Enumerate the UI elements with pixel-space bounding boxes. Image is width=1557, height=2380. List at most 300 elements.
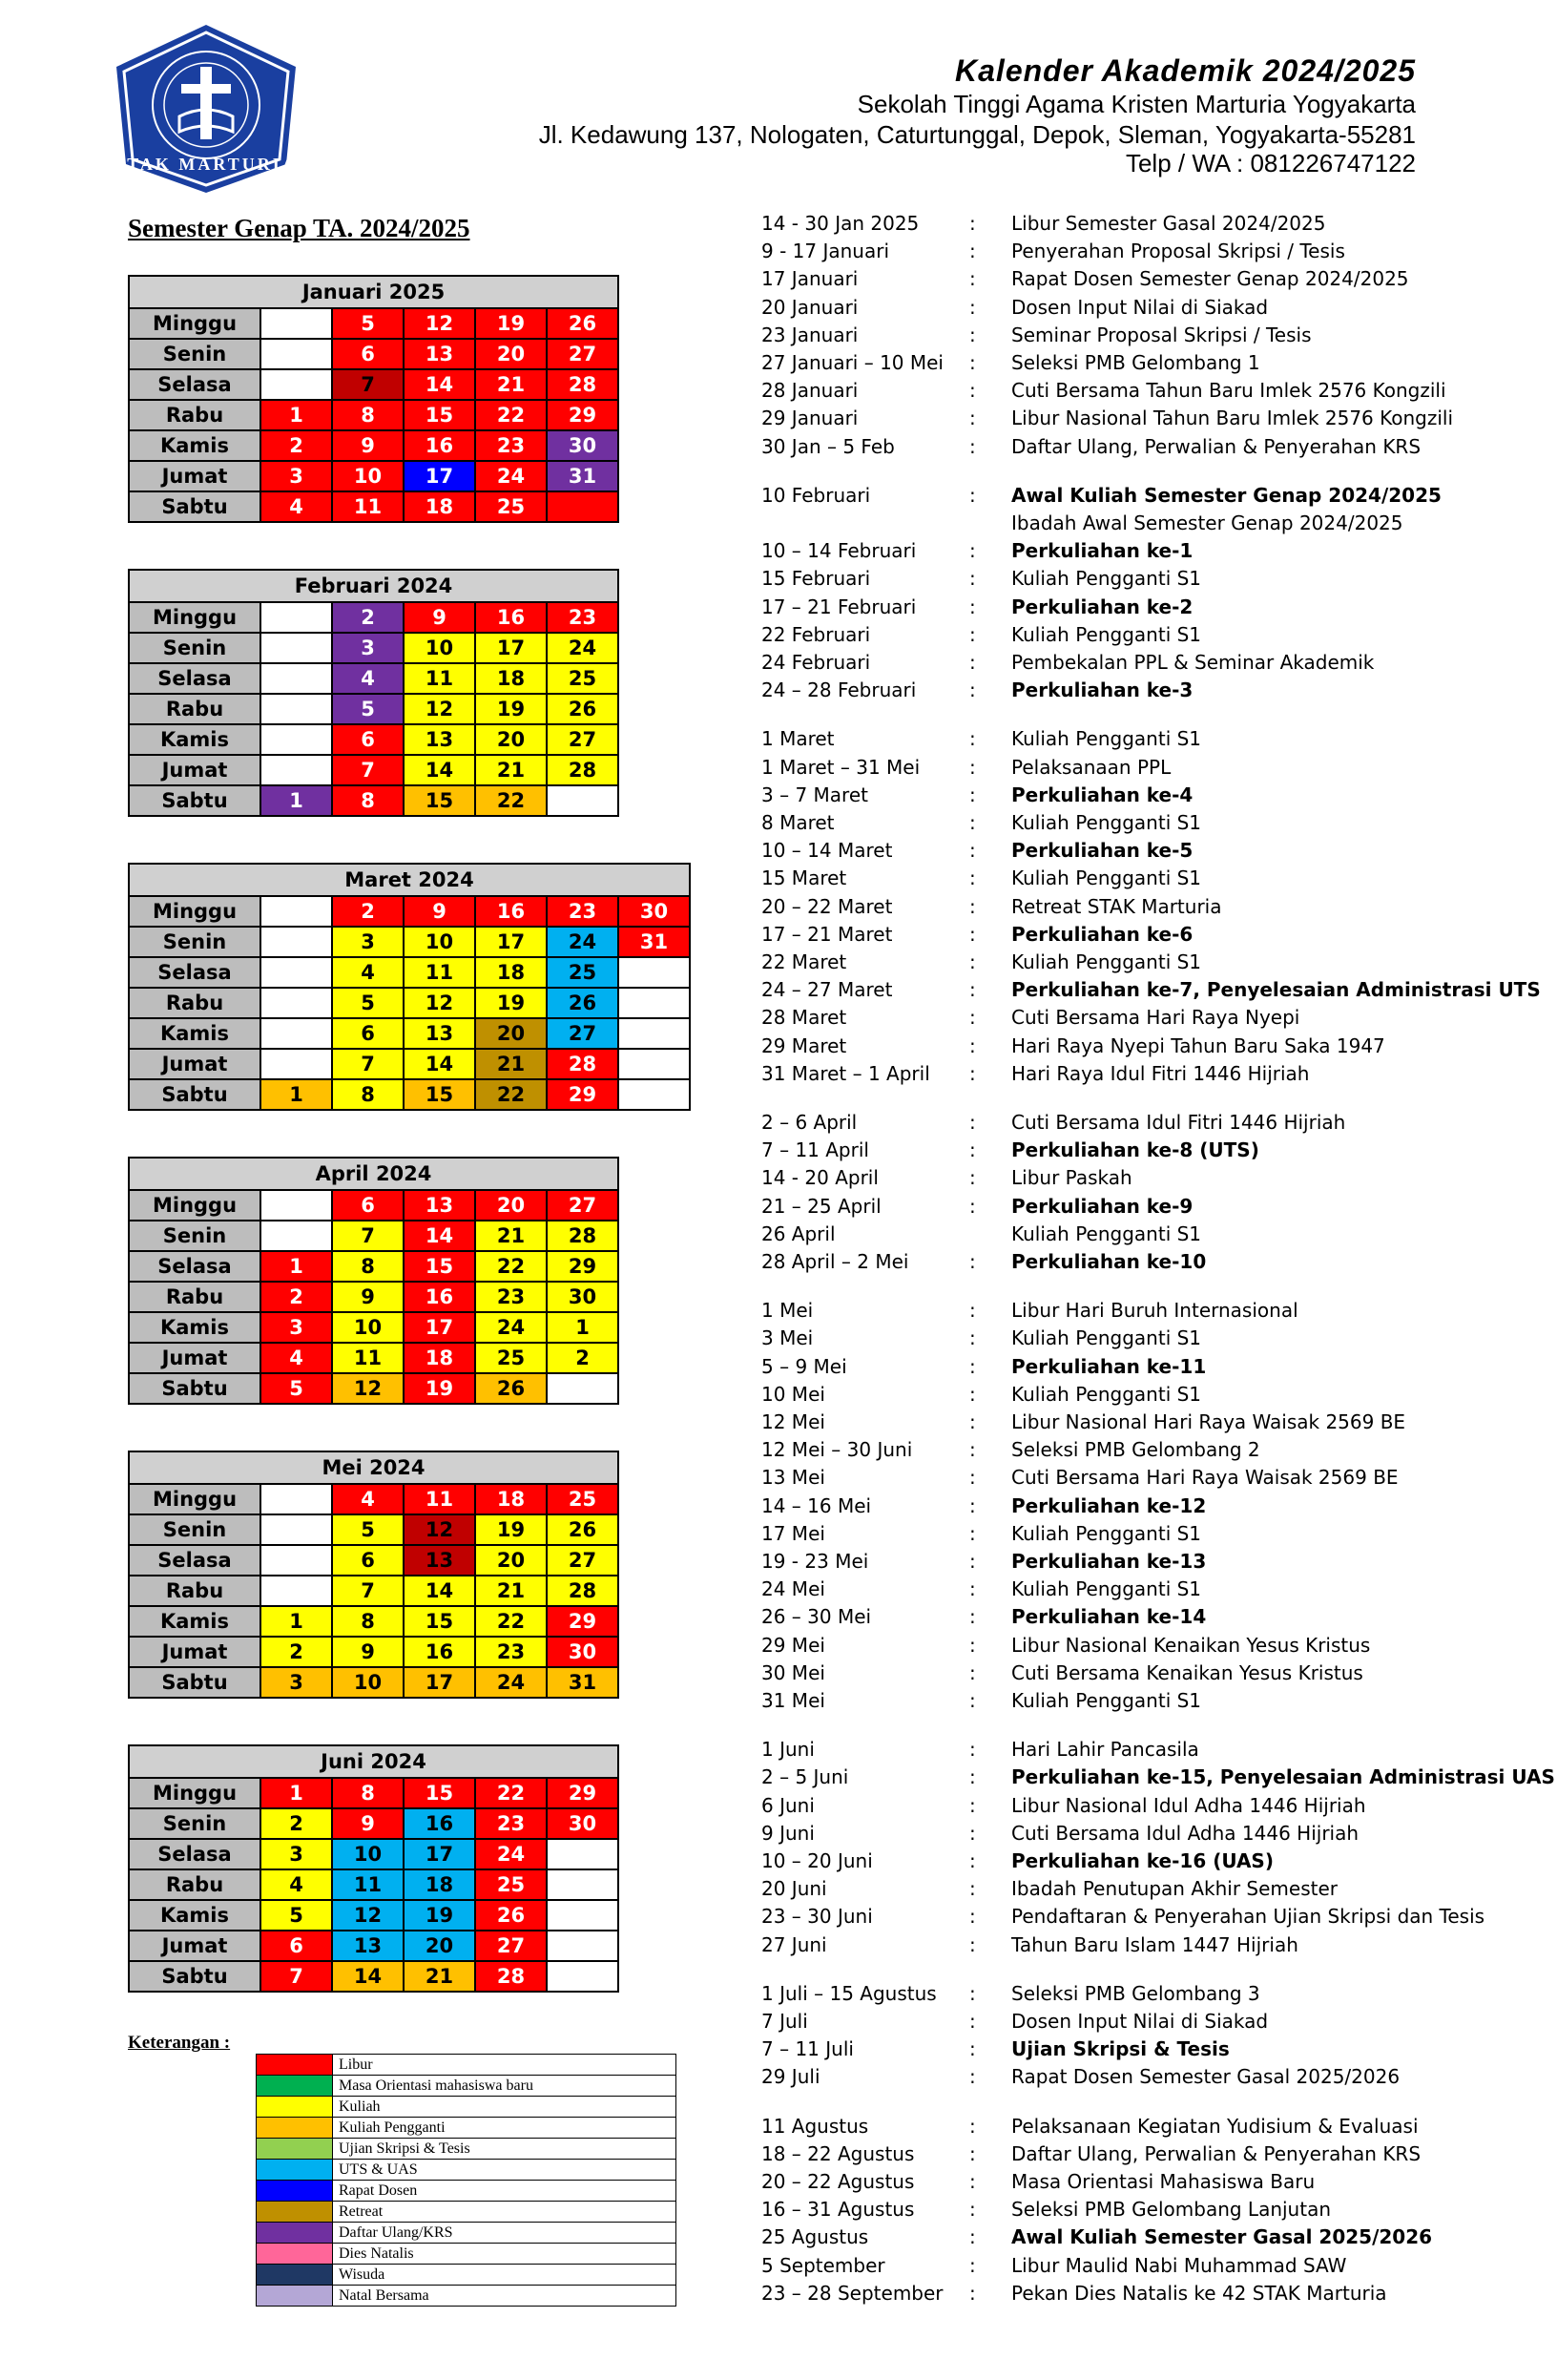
event-description: Cuti Bersama Hari Raya Nyepi: [1011, 1006, 1300, 1029]
date-cell: 5: [332, 988, 404, 1018]
legend-swatch: [257, 2265, 333, 2286]
event-separator: :: [969, 2142, 976, 2165]
date-cell: 11: [404, 663, 475, 694]
date-cell: 28: [547, 1576, 618, 1606]
week-row: [129, 1637, 618, 1667]
event-separator: :: [969, 923, 976, 946]
event-date: 24 Mei: [761, 1577, 825, 1600]
event-date: 5 September: [761, 2254, 885, 2277]
weekday-label: Jumat: [129, 1637, 260, 1667]
event-date: 10 – 14 Februari: [761, 539, 917, 562]
date-cell: 18: [404, 1343, 475, 1373]
event-description: Perkuliahan ke-12: [1011, 1494, 1207, 1517]
event-separator: :: [969, 212, 976, 235]
legend-item: [257, 2244, 676, 2265]
weekday-label: Senin: [129, 339, 260, 369]
legend-item: [257, 2097, 676, 2118]
event-description: Perkuliahan ke-13: [1011, 1550, 1207, 1573]
date-cell: 11: [332, 1869, 404, 1900]
week-row: [129, 957, 690, 988]
date-cell: 22: [475, 400, 547, 430]
date-cell: 13: [404, 339, 475, 369]
event-description: Perkuliahan ke-7, Penyelesaian Administrasi UTS: [1011, 978, 1541, 1001]
legend-label: Rapat Dosen: [333, 2181, 676, 2202]
legend-swatch: [257, 2118, 333, 2139]
event-description: Tahun Baru Islam 1447 Hijriah: [1011, 1933, 1298, 1956]
date-cell: 29: [547, 1606, 618, 1637]
date-cell: 8: [332, 400, 404, 430]
date-cell: 18: [475, 1484, 547, 1514]
event-description: Masa Orientasi Mahasiswa Baru: [1011, 2170, 1316, 2193]
date-cell: 17: [404, 1839, 475, 1869]
date-cell: 11: [332, 1343, 404, 1373]
date-cell: 27: [547, 1018, 618, 1049]
date-cell: 22: [475, 1778, 547, 1808]
event-separator: :: [969, 1738, 976, 1761]
date-cell: [618, 1049, 690, 1079]
legend-item: [257, 2202, 676, 2223]
legend-label: Ujian Skripsi & Tesis: [333, 2139, 676, 2160]
event-date: 25 Agustus: [761, 2225, 869, 2248]
event-row: [761, 839, 1544, 866]
event-separator: :: [969, 1062, 976, 1085]
event-description: Kuliah Pengganti S1: [1011, 866, 1202, 889]
event-description: Dosen Input Nilai di Siakad: [1011, 2010, 1269, 2033]
event-separator: :: [969, 1034, 976, 1057]
date-cell: 20: [404, 1931, 475, 1961]
event-separator: :: [969, 1410, 976, 1433]
date-cell: 30: [547, 1637, 618, 1667]
month-name: Februari 2024: [129, 570, 618, 602]
event-row: [761, 2254, 1544, 2282]
event-row: [761, 1383, 1544, 1410]
event-description: Perkuliahan ke-5: [1011, 839, 1194, 862]
event-separator: :: [969, 1634, 976, 1657]
date-cell: [260, 724, 332, 755]
date-cell: 26: [547, 1514, 618, 1545]
event-row: [761, 756, 1544, 783]
legend-item: [257, 2181, 676, 2202]
event-date: 7 – 11 Juli: [761, 2037, 854, 2060]
date-cell: 26: [547, 694, 618, 724]
week-row: [129, 663, 618, 694]
date-cell: [260, 1049, 332, 1079]
event-description: Seleksi PMB Gelombang Lanjutan: [1011, 2198, 1332, 2221]
date-cell: 3: [260, 461, 332, 491]
month-table: [128, 1451, 619, 1699]
legend-swatch: [257, 2244, 333, 2265]
date-cell: 30: [547, 1282, 618, 1312]
event-row: [761, 379, 1544, 407]
date-cell: 27: [475, 1931, 547, 1961]
date-cell: 9: [332, 1637, 404, 1667]
event-description: Kuliah Pengganti S1: [1011, 1689, 1202, 1712]
date-cell: 9: [404, 896, 475, 927]
date-cell: 5: [332, 1514, 404, 1545]
event-row: [761, 511, 1544, 539]
date-cell: 4: [260, 1869, 332, 1900]
event-row: [761, 2115, 1544, 2142]
event-description: Kuliah Pengganti S1: [1011, 1383, 1202, 1406]
week-row: [129, 1667, 618, 1698]
date-cell: [618, 1079, 690, 1110]
legend-item: [257, 2286, 676, 2307]
date-cell: 21: [475, 1221, 547, 1251]
event-date: 14 - 20 April: [761, 1166, 879, 1189]
date-cell: 14: [404, 755, 475, 785]
event-date: 7 Juli: [761, 2010, 808, 2033]
date-cell: 1: [260, 1606, 332, 1637]
event-separator: :: [969, 1438, 976, 1461]
legend-swatch: [257, 2076, 333, 2097]
event-description: Awal Kuliah Semester Gasal 2025/2026: [1011, 2225, 1433, 2248]
date-cell: [260, 339, 332, 369]
date-cell: 10: [332, 461, 404, 491]
date-cell: 4: [260, 1343, 332, 1373]
legend-label: UTS & UAS: [333, 2160, 676, 2181]
week-row: [129, 1343, 618, 1373]
legend-item: [257, 2055, 676, 2076]
event-date: 19 - 23 Mei: [761, 1550, 869, 1573]
date-cell: 15: [404, 1606, 475, 1637]
date-cell: 17: [404, 461, 475, 491]
event-date: 23 Januari: [761, 324, 859, 346]
date-cell: 13: [404, 1545, 475, 1576]
date-cell: [618, 1018, 690, 1049]
date-cell: [260, 988, 332, 1018]
legend-table: [256, 2054, 676, 2307]
event-row: [761, 1738, 1544, 1765]
date-cell: 6: [332, 1018, 404, 1049]
event-date: 3 – 7 Maret: [761, 783, 868, 806]
event-date: 18 – 22 Agustus: [761, 2142, 915, 2165]
date-cell: 31: [618, 927, 690, 957]
event-date: 1 Juli – 15 Agustus: [761, 1982, 937, 2005]
event-row: [761, 1326, 1544, 1354]
weekday-label: Minggu: [129, 308, 260, 339]
event-separator: :: [969, 623, 976, 646]
date-cell: 23: [475, 430, 547, 461]
event-date: 24 Februari: [761, 651, 871, 674]
weekday-label: Jumat: [129, 461, 260, 491]
stak-marturia-logo: [105, 21, 307, 197]
event-date: 2 – 5 Juni: [761, 1765, 849, 1788]
date-cell: 21: [475, 1049, 547, 1079]
date-cell: 27: [547, 1545, 618, 1576]
month-table: [128, 863, 691, 1111]
event-separator: :: [969, 756, 976, 779]
date-cell: 6: [332, 724, 404, 755]
date-cell: 20: [475, 339, 547, 369]
event-date: 17 Januari: [761, 267, 859, 290]
week-row: [129, 1931, 618, 1961]
event-row: [761, 539, 1544, 567]
weekday-label: Minggu: [129, 602, 260, 633]
event-separator: :: [969, 240, 976, 262]
event-row: [761, 212, 1544, 240]
week-row: [129, 1221, 618, 1251]
event-row: [761, 1410, 1544, 1438]
date-cell: [547, 491, 618, 522]
event-date: 28 Maret: [761, 1006, 847, 1029]
weekday-label: Senin: [129, 633, 260, 663]
event-description: Libur Nasional Kenaikan Yesus Kristus: [1011, 1634, 1371, 1657]
event-description: Ibadah Penutupan Akhir Semester: [1011, 1877, 1338, 1900]
event-date: 24 – 27 Maret: [761, 978, 893, 1001]
legend-title: Keterangan :: [128, 2033, 231, 2053]
week-row: [129, 1484, 618, 1514]
date-cell: 23: [547, 602, 618, 633]
event-date: 22 Maret: [761, 950, 847, 973]
event-row: [761, 1765, 1555, 1793]
event-row: [761, 623, 1544, 651]
event-date: 28 Januari: [761, 379, 859, 402]
event-description: Libur Nasional Hari Raya Waisak 2569 BE: [1011, 1410, 1406, 1433]
event-date: 14 – 16 Mei: [761, 1494, 872, 1517]
weekday-label: Senin: [129, 1514, 260, 1545]
week-row: [129, 1079, 690, 1110]
date-cell: 6: [332, 339, 404, 369]
event-row: [761, 1661, 1544, 1689]
event-description: Penyerahan Proposal Skripsi / Tesis: [1011, 240, 1345, 262]
event-separator: :: [969, 1982, 976, 2005]
event-description: Hari Raya Nyepi Tahun Baru Saka 1947: [1011, 1034, 1385, 1057]
event-description: Seleksi PMB Gelombang 1: [1011, 351, 1260, 374]
date-cell: 17: [404, 1667, 475, 1698]
event-row: [761, 407, 1544, 434]
weekday-label: Kamis: [129, 1606, 260, 1637]
event-row: [761, 727, 1544, 755]
legend-item: [257, 2223, 676, 2244]
date-cell: 22: [475, 1251, 547, 1282]
date-cell: 24: [475, 1312, 547, 1343]
weekday-label: Kamis: [129, 1018, 260, 1049]
date-cell: [547, 1839, 618, 1869]
event-row: [761, 1222, 1544, 1250]
event-row: [761, 1794, 1544, 1822]
event-date: 10 – 14 Maret: [761, 839, 893, 862]
event-separator: :: [969, 2065, 976, 2088]
legend-label: Kuliah Pengganti: [333, 2118, 676, 2139]
date-cell: 23: [475, 1282, 547, 1312]
date-cell: 10: [332, 1312, 404, 1343]
date-cell: 25: [547, 1484, 618, 1514]
event-separator: :: [969, 1250, 976, 1273]
event-separator: :: [969, 1822, 976, 1845]
svg-text:STAK MARTURIA: STAK MARTURIA: [114, 155, 298, 174]
date-cell: 2: [332, 602, 404, 633]
date-cell: [260, 1221, 332, 1251]
date-cell: [260, 1514, 332, 1545]
event-description: Libur Nasional Tahun Baru Imlek 2576 Kongzili: [1011, 407, 1454, 429]
week-row: [129, 1545, 618, 1576]
event-date: 1 Maret: [761, 727, 835, 750]
weekday-label: Rabu: [129, 988, 260, 1018]
event-separator: :: [969, 950, 976, 973]
event-separator: :: [969, 811, 976, 834]
date-cell: [260, 755, 332, 785]
event-row: [761, 1494, 1544, 1522]
event-row: [761, 1689, 1544, 1717]
event-date: 26 April: [761, 1222, 836, 1245]
event-separator: :: [969, 1550, 976, 1573]
event-date: 2 – 6 April: [761, 1111, 858, 1134]
event-description: Cuti Bersama Tahun Baru Imlek 2576 Kongzili: [1011, 379, 1446, 402]
date-cell: 21: [404, 1961, 475, 1992]
date-cell: [260, 602, 332, 633]
date-cell: 4: [332, 1484, 404, 1514]
event-separator: :: [969, 2225, 976, 2248]
event-date: 5 – 9 Mei: [761, 1355, 847, 1378]
event-description: Perkuliahan ke-9: [1011, 1195, 1194, 1218]
date-cell: 23: [475, 1637, 547, 1667]
event-separator: :: [969, 351, 976, 374]
date-cell: 16: [404, 1637, 475, 1667]
week-row: [129, 369, 618, 400]
event-description: Libur Semester Gasal 2024/2025: [1011, 212, 1326, 235]
legend-swatch: [257, 2139, 333, 2160]
event-separator: :: [969, 1383, 976, 1406]
event-description: Pekan Dies Natalis ke 42 STAK Marturia: [1011, 2282, 1387, 2305]
date-cell: 7: [332, 1576, 404, 1606]
date-cell: 16: [404, 1808, 475, 1839]
month-name: Maret 2024: [129, 864, 690, 896]
date-cell: 7: [260, 1961, 332, 1992]
weekday-label: Minggu: [129, 1778, 260, 1808]
event-row: [761, 1034, 1544, 1062]
month-name: April 2024: [129, 1158, 618, 1190]
date-cell: 4: [332, 957, 404, 988]
event-date: 23 – 30 Juni: [761, 1905, 873, 1928]
event-row: [761, 1466, 1544, 1493]
legend-swatch: [257, 2286, 333, 2307]
event-row: [761, 811, 1544, 839]
event-row: [761, 1634, 1544, 1661]
week-row: [129, 785, 618, 816]
week-row: [129, 1606, 618, 1637]
event-date: 9 - 17 Januari: [761, 240, 890, 262]
event-row: [761, 1577, 1544, 1605]
event-separator: :: [969, 267, 976, 290]
week-row: [129, 724, 618, 755]
month-table: [128, 1157, 619, 1405]
date-cell: 19: [475, 694, 547, 724]
date-cell: 1: [260, 785, 332, 816]
event-description: Daftar Ulang, Perwalian & Penyerahan KRS: [1011, 435, 1422, 458]
date-cell: 10: [332, 1839, 404, 1869]
event-description: Kuliah Pengganti S1: [1011, 1522, 1202, 1545]
date-cell: [260, 308, 332, 339]
event-date: 17 – 21 Februari: [761, 595, 917, 618]
event-description: Seleksi PMB Gelombang 3: [1011, 1982, 1260, 2005]
event-description: Awal Kuliah Semester Genap 2024/2025: [1011, 484, 1442, 507]
date-cell: [260, 663, 332, 694]
legend-label: Masa Orientasi mahasiswa baru: [333, 2076, 676, 2097]
week-row: [129, 1961, 618, 1992]
date-cell: 1: [260, 1778, 332, 1808]
date-cell: 22: [475, 785, 547, 816]
event-separator: :: [969, 679, 976, 701]
event-separator: :: [969, 539, 976, 562]
date-cell: 20: [475, 1018, 547, 1049]
weekday-label: Selasa: [129, 1251, 260, 1282]
weekday-label: Kamis: [129, 430, 260, 461]
event-date: 20 Januari: [761, 296, 859, 319]
event-description: Cuti Bersama Hari Raya Waisak 2569 BE: [1011, 1466, 1399, 1489]
legend-label: Libur: [333, 2055, 676, 2076]
event-date: 17 – 21 Maret: [761, 923, 893, 946]
date-cell: [260, 1576, 332, 1606]
date-cell: 19: [475, 1514, 547, 1545]
event-separator: :: [969, 2010, 976, 2033]
event-separator: :: [969, 1933, 976, 1956]
weekday-label: Sabtu: [129, 1373, 260, 1404]
date-cell: 12: [404, 694, 475, 724]
event-date: 1 Juni: [761, 1738, 815, 1761]
event-date: 31 Maret – 1 April: [761, 1062, 930, 1085]
date-cell: [547, 1869, 618, 1900]
legend-swatch: [257, 2223, 333, 2244]
date-cell: 14: [404, 1221, 475, 1251]
event-row: [761, 950, 1544, 978]
event-description: Perkuliahan ke-14: [1011, 1605, 1207, 1628]
date-cell: 14: [404, 369, 475, 400]
event-description: Kuliah Pengganti S1: [1011, 727, 1202, 750]
date-cell: [260, 957, 332, 988]
date-cell: 3: [260, 1312, 332, 1343]
date-cell: 5: [332, 308, 404, 339]
event-separator: :: [969, 407, 976, 429]
date-cell: 12: [332, 1373, 404, 1404]
weekday-label: Selasa: [129, 957, 260, 988]
date-cell: 3: [332, 927, 404, 957]
event-description: Libur Nasional Idul Adha 1446 Hijriah: [1011, 1794, 1366, 1817]
weekday-label: Jumat: [129, 755, 260, 785]
event-row: [761, 567, 1544, 595]
event-separator: :: [969, 866, 976, 889]
event-description: Daftar Ulang, Perwalian & Penyerahan KRS: [1011, 2142, 1422, 2165]
weekday-label: Jumat: [129, 1049, 260, 1079]
date-cell: 21: [475, 755, 547, 785]
month-name: Juni 2024: [129, 1745, 618, 1778]
event-row: [761, 2282, 1544, 2309]
date-cell: 9: [332, 1282, 404, 1312]
date-cell: 25: [475, 1869, 547, 1900]
event-row: [761, 783, 1544, 811]
date-cell: 8: [332, 1251, 404, 1282]
date-cell: 2: [260, 1282, 332, 1312]
legend-swatch: [257, 2202, 333, 2223]
event-separator: :: [969, 651, 976, 674]
event-row: [761, 1550, 1544, 1577]
event-separator: :: [969, 1466, 976, 1489]
event-separator: :: [969, 1765, 976, 1788]
legend-swatch: [257, 2055, 333, 2076]
month-name: Mei 2024: [129, 1451, 618, 1484]
date-cell: 28: [547, 755, 618, 785]
event-date: 10 Mei: [761, 1383, 825, 1406]
date-cell: 4: [332, 663, 404, 694]
event-row: [761, 1522, 1544, 1550]
date-cell: 13: [404, 1190, 475, 1221]
week-row: [129, 755, 618, 785]
event-date: 12 Mei: [761, 1410, 825, 1433]
event-date: 27 Juni: [761, 1933, 827, 1956]
event-row: [761, 1982, 1544, 2010]
date-cell: 12: [404, 988, 475, 1018]
event-separator: :: [969, 1138, 976, 1161]
date-cell: 16: [404, 430, 475, 461]
